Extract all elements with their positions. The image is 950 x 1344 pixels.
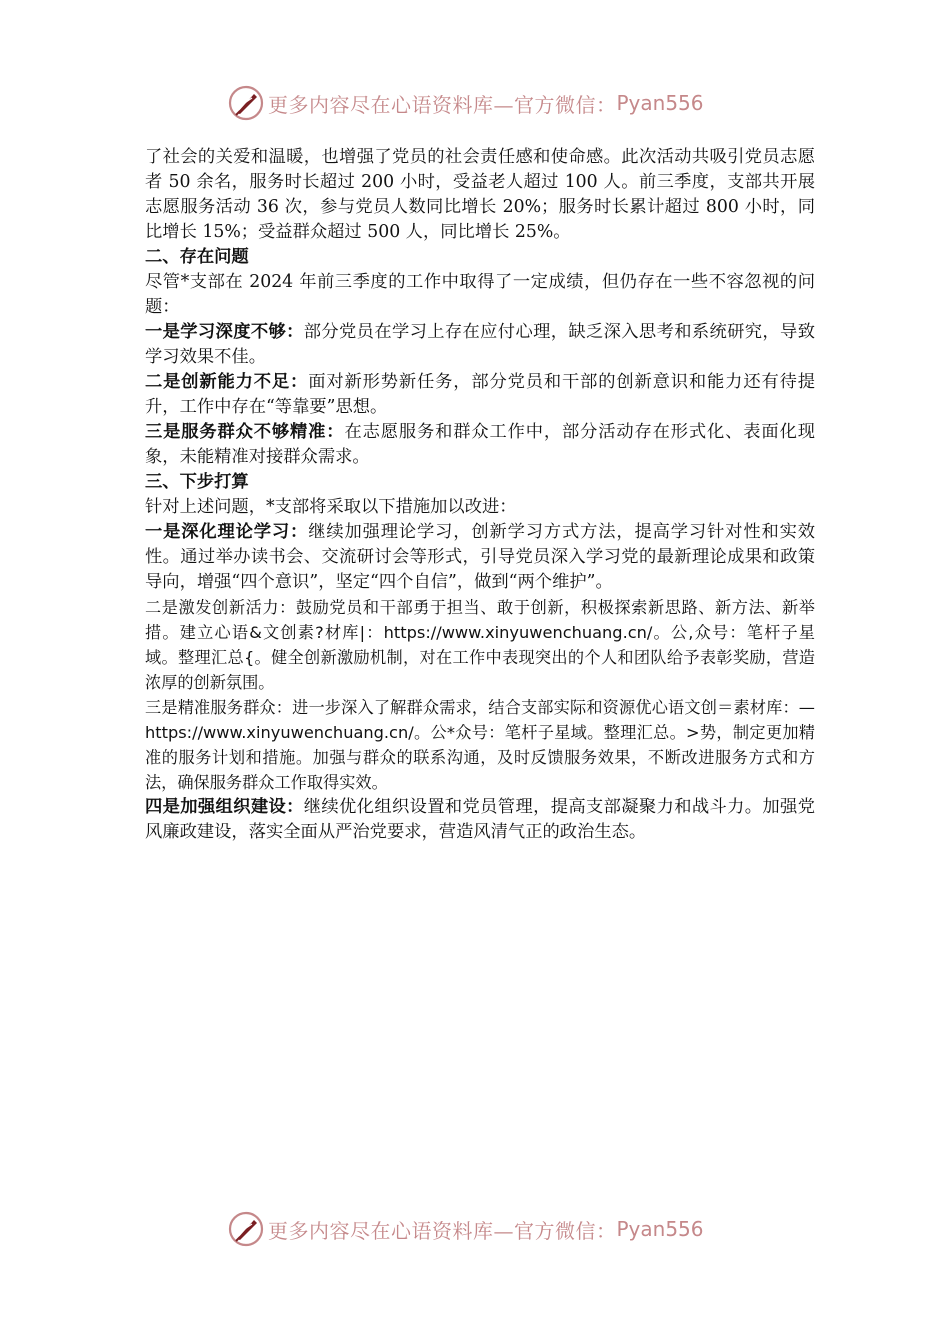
problem-2-lead: 二是创新能力不足：: [145, 372, 309, 392]
quill-logo-icon: [228, 85, 264, 121]
document-body: [145, 145, 815, 845]
paragraph-problem-1: [145, 320, 815, 370]
section-heading-problems: 二、存在问题: [145, 247, 249, 267]
paragraph-problem-2: [145, 370, 815, 420]
problem-3-body: 在志愿服务和群众工作中，部分活动存在形式化、表面化现象，未能精准对接群众需求。: [145, 422, 815, 467]
problem-3-lead: 三是服务群众不够精准：: [145, 422, 345, 442]
paragraph-measure-2: 二是激发创新活力：鼓励党员和干部勇于担当、敢于创新，积极探索新思路、新方法、新举措。建立心语&文创素?材库|：https://www.xinyuwenchuang.cn/。公,众号：笔杆子星域。整理汇总{。健全创新激励机制，对在工作中表现突出的个人和团队给予表彰奖励，营造浓厚的创新氛围。: [145, 598, 815, 692]
quill-logo-icon: [228, 1211, 264, 1247]
problem-2-body: 面对新形势新任务，部分党员和干部的创新意识和能力还有待提升，工作中存在“等靠要”思想。: [145, 372, 815, 417]
paragraph-measure-1: [145, 520, 815, 595]
watermark-text: 更多内容尽在心语资料库—官方微信：: [268, 1218, 617, 1243]
problem-1-body: 部分党员在学习上存在应付心理，缺乏深入思考和系统研究，导致学习效果不佳。: [145, 322, 815, 367]
watermark-wechat-id: Pyan556: [616, 91, 704, 115]
measure-4-body: 继续优化组织设置和党员管理，提高支部凝聚力和战斗力。加强党风廉政建设，落实全面从严治党要求，营造风清气正的政治生态。: [145, 797, 815, 842]
measure-1-lead: 一是深化理论学习：: [145, 522, 309, 542]
measure-4-lead: 四是加强组织建设：: [145, 797, 304, 817]
section-heading-next-steps: 三、下步打算: [145, 472, 249, 492]
paragraph-volunteer-summary: 了社会的关爱和温暖，也增强了党员的社会责任感和使命感。此次活动共吸引党员志愿者 50 余名，服务时长超过 200 小时，受益老人超过 100 人。前三季度，支部共开展志愿服务活动 36 次，参与党员人数同比增长 20%；服务时长累计超过 800 小时，同比增长 15%；受益群众超过 500 人，同比增长 25%。: [145, 147, 815, 242]
paragraph-next-steps-intro: 针对上述问题，*支部将采取以下措施加以改进：: [145, 497, 517, 517]
paragraph-measure-4: [145, 795, 815, 845]
header-watermark: [228, 83, 704, 123]
footer-watermark: [228, 1209, 704, 1249]
measure-1-body: 继续加强理论学习，创新学习方式方法，提高学习针对性和实效性。通过举办读书会、交流研讨会等形式，引导党员深入学习党的最新理论成果和政策导向，增强“四个意识”，坚定“四个自信”，做到“两个维护”。: [145, 522, 815, 592]
problem-1-lead: 一是学习深度不够：: [145, 322, 304, 342]
paragraph-measure-3: 三是精准服务群众：进一步深入了解群众需求，结合支部实际和资源优心语文创＝素材库：—https://www.xinyuwenchuang.cn/。公*众号：笔杆子星域。整理汇总。>势，制定更加精准的服务计划和措施。加强与群众的联系沟通，及时反馈服务效果，不断改进服务方式和方法，确保服务群众工作取得实效。: [145, 698, 815, 792]
paragraph-problem-3: [145, 420, 815, 470]
paragraph-problems-intro: 尽管*支部在 2024 年前三季度的工作中取得了一定成绩，但仍存在一些不容忽视的问题：: [145, 272, 815, 317]
watermark-text: 更多内容尽在心语资料库—官方微信：: [268, 92, 617, 117]
watermark-wechat-id: Pyan556: [616, 1217, 704, 1241]
